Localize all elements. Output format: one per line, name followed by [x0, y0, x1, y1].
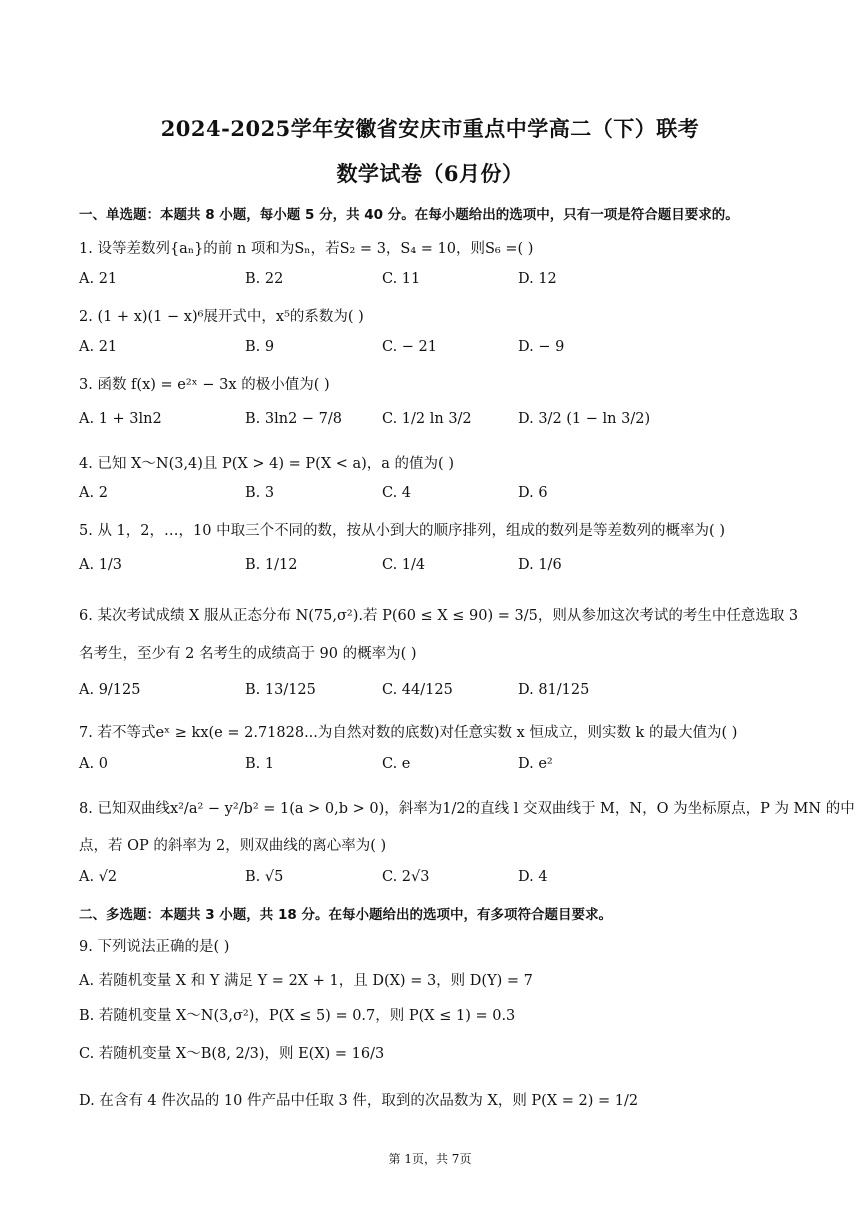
q8-option-a: A. √2 [79, 869, 118, 885]
q4-option-b: B. 3 [245, 485, 275, 501]
q7-option-c: C. e [382, 756, 411, 772]
q7-option-b: B. 1 [245, 756, 275, 772]
q1-option-c: C. 11 [382, 271, 421, 287]
q6-option-a: A. 9/125 [79, 682, 141, 698]
q5-option-d: D. 1/6 [518, 557, 562, 573]
q1-option-b: B. 22 [245, 271, 284, 287]
q5-stem: 5. 从 1，2，…，10 中取三个不同的数，按从小到大的顺序排列，组成的数列是等差数列的概率为( ) [79, 523, 725, 539]
q8-stem-line2: 点，若 OP 的斜率为 2，则双曲线的离心率为( ) [79, 838, 387, 854]
q4-option-c: C. 4 [382, 485, 412, 501]
section1-heading: 一、单选题：本题共 8 小题，每小题 5 分，共 40 分。在每小题给出的选项中，只有一项是符合题目要求的。 [79, 207, 739, 223]
q2-option-c: C. − 21 [382, 339, 438, 355]
q8-option-d: D. 4 [518, 869, 548, 885]
q6-stem-line2: 名考生，至少有 2 名考生的成绩高于 90 的概率为( ) [79, 646, 417, 662]
q9-option-d: D. 在含有 4 件次品的 10 件产品中任取 3 件，取到的次品数为 X，则 P(X = 2) = 1/2 [79, 1093, 639, 1109]
q7-option-d: D. e² [518, 756, 553, 772]
q4-option-a: A. 2 [79, 485, 108, 501]
q5-option-a: A. 1/3 [79, 557, 123, 573]
q8-stem-line1: 8. 已知双曲线x²/a² − y²/b² = 1(a > 0,b > 0)，斜率为1/2的直线 l 交双曲线于 M，N，O 为坐标原点，P 为 MN 的中 [79, 801, 855, 817]
q4-stem: 4. 已知 X～N(3,4)且 P(X > 4) = P(X < a)，a 的值为( ) [79, 456, 454, 472]
q3-option-d: D. 3/2 (1 − ln 3/2) [518, 411, 651, 427]
q5-option-b: B. 1/12 [245, 557, 298, 573]
q3-option-a: A. 1 + 3ln2 [79, 411, 162, 427]
exam-title: 2024-2025学年安徽省安庆市重点中学高二（下）联考 [160, 116, 700, 141]
q9-option-a: A. 若随机变量 X 和 Y 满足 Y = 2X + 1，且 D(X) = 3，则 D(Y) = 7 [79, 973, 533, 989]
q8-option-c: C. 2√3 [382, 869, 430, 885]
q8-option-b: B. √5 [245, 869, 284, 885]
section2-heading: 二、多选题：本题共 3 小题，共 18 分。在每小题给出的选项中，有多项符合题目要求。 [79, 907, 612, 923]
q7-stem: 7. 若不等式eˣ ≥ kx(e = 2.71828...为自然对数的底数)对任意实数 x 恒成立，则实数 k 的最大值为( ) [79, 725, 738, 741]
q6-option-c: C. 44/125 [382, 682, 453, 698]
q9-option-c: C. 若随机变量 X～B(8, 2/3)，则 E(X) = 16/3 [79, 1046, 385, 1062]
q2-option-d: D. − 9 [518, 339, 565, 355]
q1-stem: 1. 设等差数列{aₙ}的前 n 项和为Sₙ，若S₂ = 3，S₄ = 10，则S₆ =( ) [79, 241, 534, 257]
q2-option-b: B. 9 [245, 339, 275, 355]
page-footer: 第 1页，共 7页 [388, 1152, 472, 1166]
exam-subtitle: 数学试卷（6月份） [336, 161, 524, 186]
q1-option-a: A. 21 [79, 271, 118, 287]
q1-option-d: D. 12 [518, 271, 557, 287]
q4-option-d: D. 6 [518, 485, 548, 501]
q3-option-b: B. 3ln2 − 7/8 [245, 411, 343, 427]
q6-stem-line1: 6. 某次考试成绩 X 服从正态分布 N(75,σ²).若 P(60 ≤ X ≤ 90) = 3/5，则从参加这次考试的考生中任意选取 3 [79, 608, 799, 624]
q9-stem: 9. 下列说法正确的是( ) [79, 939, 230, 955]
q9-option-b: B. 若随机变量 X～N(3,σ²)，P(X ≤ 5) = 0.7，则 P(X ≤ 1) = 0.3 [79, 1008, 516, 1024]
q3-option-c: C. 1/2 ln 3/2 [382, 411, 472, 427]
q7-option-a: A. 0 [79, 756, 108, 772]
q6-option-b: B. 13/125 [245, 682, 316, 698]
q3-stem: 3. 函数 f(x) = e²ˣ − 3x 的极小值为( ) [79, 377, 330, 393]
q2-option-a: A. 21 [79, 339, 118, 355]
q6-option-d: D. 81/125 [518, 682, 590, 698]
q2-stem: 2. (1 + x)(1 − x)⁶展开式中，x⁵的系数为( ) [79, 309, 364, 325]
q5-option-c: C. 1/4 [382, 557, 426, 573]
